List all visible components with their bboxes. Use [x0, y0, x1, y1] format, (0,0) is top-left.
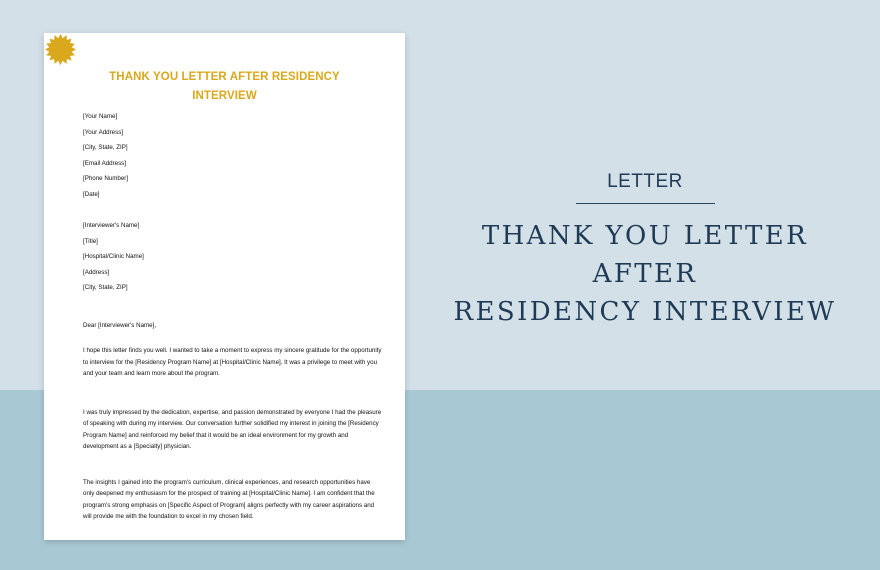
recipient-address: [Address]: [83, 268, 110, 276]
letter-body: [83, 109, 383, 523]
sender-block: [83, 109, 383, 202]
sender-address: [Your Address]: [83, 128, 124, 136]
caption-title-line-1: THANK YOU LETTER AFTER: [481, 221, 809, 289]
preview-caption-panel: [430, 170, 860, 331]
starburst-seal-icon: [44, 33, 77, 66]
document-title-line-2: INTERVIEW: [192, 90, 257, 102]
sender-city-state-zip: [City, State, ZIP]: [83, 144, 128, 151]
document-title: [64, 68, 385, 106]
sender-phone: [Phone Number]: [83, 175, 129, 182]
divider-rule: [576, 203, 715, 204]
document-title-line-1: THANK YOU LETTER AFTER RESIDENCY: [109, 71, 340, 83]
recipient-hospital: [Hospital/Clinic Name]: [83, 253, 144, 260]
sender-email: [Email Address]: [83, 159, 126, 167]
recipient-block: [83, 218, 383, 296]
caption-title-line-2: RESIDENCY INTERVIEW: [453, 297, 837, 327]
body-paragraph-2: I was truly impressed by the dedication, expertise, and passion demonstrated by everyone I had the pleasure of speaking with during my interview. Our conversation further solidified my interest in joining the [Residency Program Name] and reinforced my belief that it would be an ideal environment for my growth and development as a [Specialty] physician.: [83, 408, 382, 450]
letter-document-page: [44, 33, 405, 540]
recipient-title: [Title]: [83, 237, 98, 245]
recipient-name: [Interviewer's Name]: [83, 222, 140, 229]
category-label: LETTER: [607, 171, 683, 192]
body-paragraph-3: The insights I gained into the program's curriculum, clinical experiences, and research opportunities have only deepened my enthusiasm for the prospect of training at [Hospital/Clinic Name]. I am confident that the program's strong emphasis on [Specific Aspect of Program] aligns perfectly with my career aspirations and will provide me with the foundation to excel in my chosen field.: [83, 478, 375, 520]
salutation: Dear [Interviewer's Name],: [83, 321, 157, 329]
recipient-city-state-zip: [City, State, ZIP]: [83, 284, 128, 291]
letter-date: [Date]: [83, 190, 100, 198]
sender-name: [Your Name]: [83, 113, 118, 120]
body-paragraph-1: I hope this letter finds you well. I wanted to take a moment to express my sincere gratitude for the opportunity to interview for the [Residency Program Name] at [Hospital/Clinic Name]. It was a privilege to meet with you and your team and learn more about the program.: [83, 347, 382, 377]
caption-title: [430, 217, 860, 331]
